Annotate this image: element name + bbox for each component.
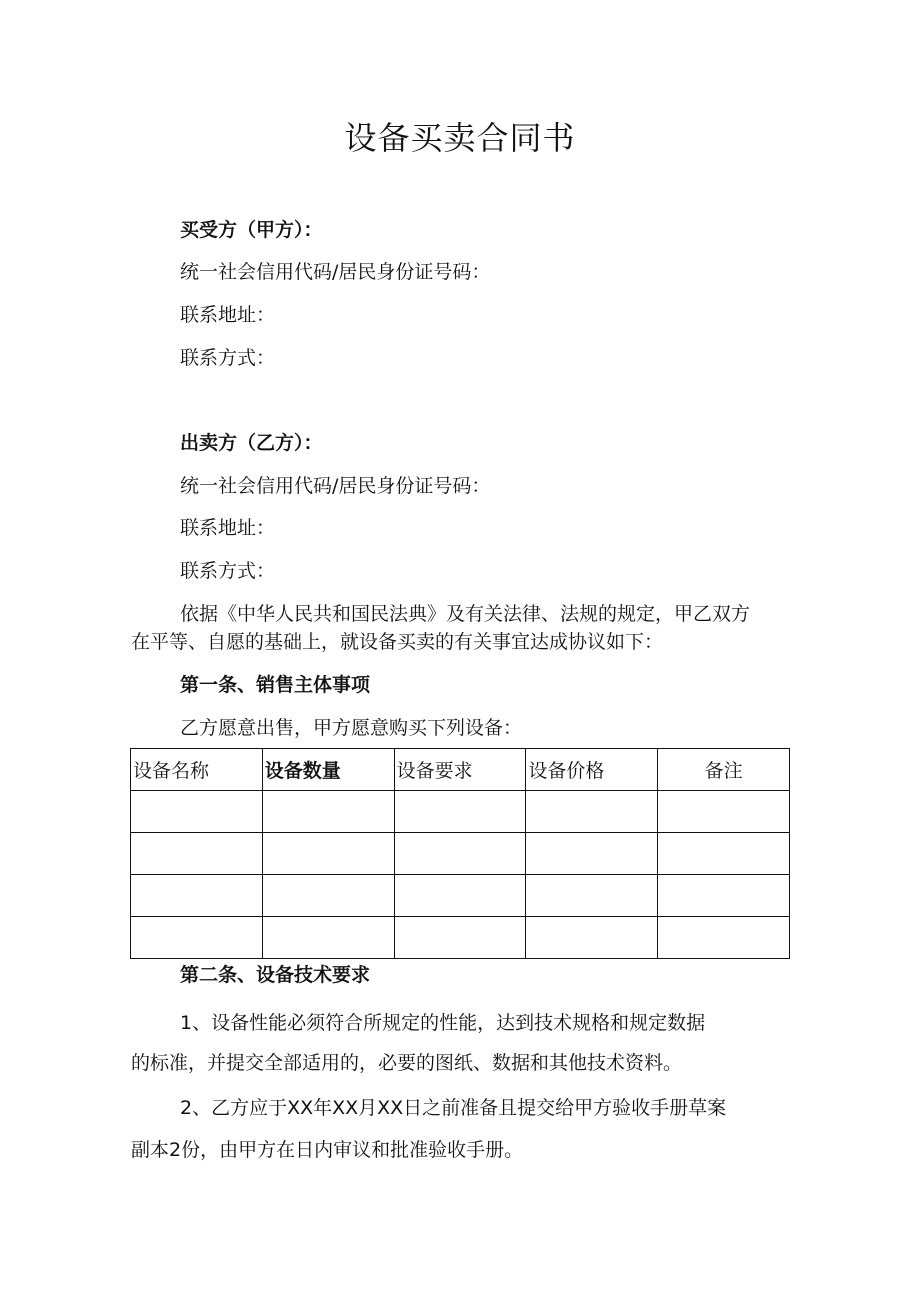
- seller-code-label: 统一社会信用代码/居民身份证号码：: [180, 475, 491, 497]
- article2-heading: 第二条、设备技术要求: [180, 964, 371, 986]
- table-cell: [394, 875, 526, 917]
- seller-heading: 出卖方（乙方）：: [180, 432, 323, 454]
- header-remarks: 备注: [658, 749, 790, 791]
- table-cell: [526, 875, 658, 917]
- table-cell: [131, 917, 263, 959]
- table-cell: [658, 917, 790, 959]
- table-header-row: [131, 749, 790, 791]
- intro-line-1: 依据《中华人民共和国民法典》及有关法律、法规的规定，甲乙双方: [180, 603, 751, 625]
- table-cell: [131, 791, 263, 833]
- header-equipment-price: 设备价格: [526, 749, 658, 791]
- table-cell: [262, 833, 394, 875]
- table-cell: [658, 875, 790, 917]
- header-equipment-requirement: 设备要求: [394, 749, 526, 791]
- table-cell: [262, 875, 394, 917]
- article1-text: 乙方愿意出售，甲方愿意购买下列设备：: [180, 717, 523, 739]
- intro-line-2: 在平等、自愿的基础上，就设备买卖的有关事宜达成协议如下：: [131, 631, 664, 653]
- buyer-code-label: 统一社会信用代码/居民身份证号码：: [180, 261, 491, 283]
- table-cell: [658, 791, 790, 833]
- article2-item2-line2: 副本2份，由甲方在日内审议和批准验收手册。: [131, 1139, 524, 1161]
- buyer-contact-label: 联系方式：: [180, 347, 276, 369]
- table-row: [131, 917, 790, 959]
- header-equipment-name: 设备名称: [131, 749, 263, 791]
- table-cell: [526, 917, 658, 959]
- header-equipment-quantity: 设备数量: [262, 749, 394, 791]
- article2-item1-line1: 1、设备性能必须符合所规定的性能，达到技术规格和规定数据: [180, 1012, 706, 1034]
- table-row: [131, 833, 790, 875]
- table-cell: [394, 833, 526, 875]
- table-row: [131, 791, 790, 833]
- table-cell: [131, 833, 263, 875]
- buyer-address-label: 联系地址：: [180, 304, 276, 326]
- seller-contact-label: 联系方式：: [180, 560, 276, 582]
- table-cell: [658, 833, 790, 875]
- table-cell: [526, 791, 658, 833]
- document-title: 设备买卖合同书: [344, 119, 576, 157]
- article2-item1-line2: 的标准，并提交全部适用的，必要的图纸、数据和其他技术资料。: [131, 1052, 683, 1074]
- article2-item2-line1: 2、乙方应于XX年XX月XX日之前准备且提交给甲方验收手册草案: [180, 1097, 727, 1119]
- seller-address-label: 联系地址：: [180, 517, 276, 539]
- equipment-table: [130, 748, 790, 959]
- buyer-heading: 买受方（甲方）：: [180, 219, 323, 241]
- table-cell: [262, 791, 394, 833]
- table-cell: [394, 917, 526, 959]
- table-cell: [394, 791, 526, 833]
- table-cell: [131, 875, 263, 917]
- table-cell: [526, 833, 658, 875]
- article1-heading: 第一条、销售主体事项: [180, 674, 371, 696]
- table-cell: [262, 917, 394, 959]
- table-row: [131, 875, 790, 917]
